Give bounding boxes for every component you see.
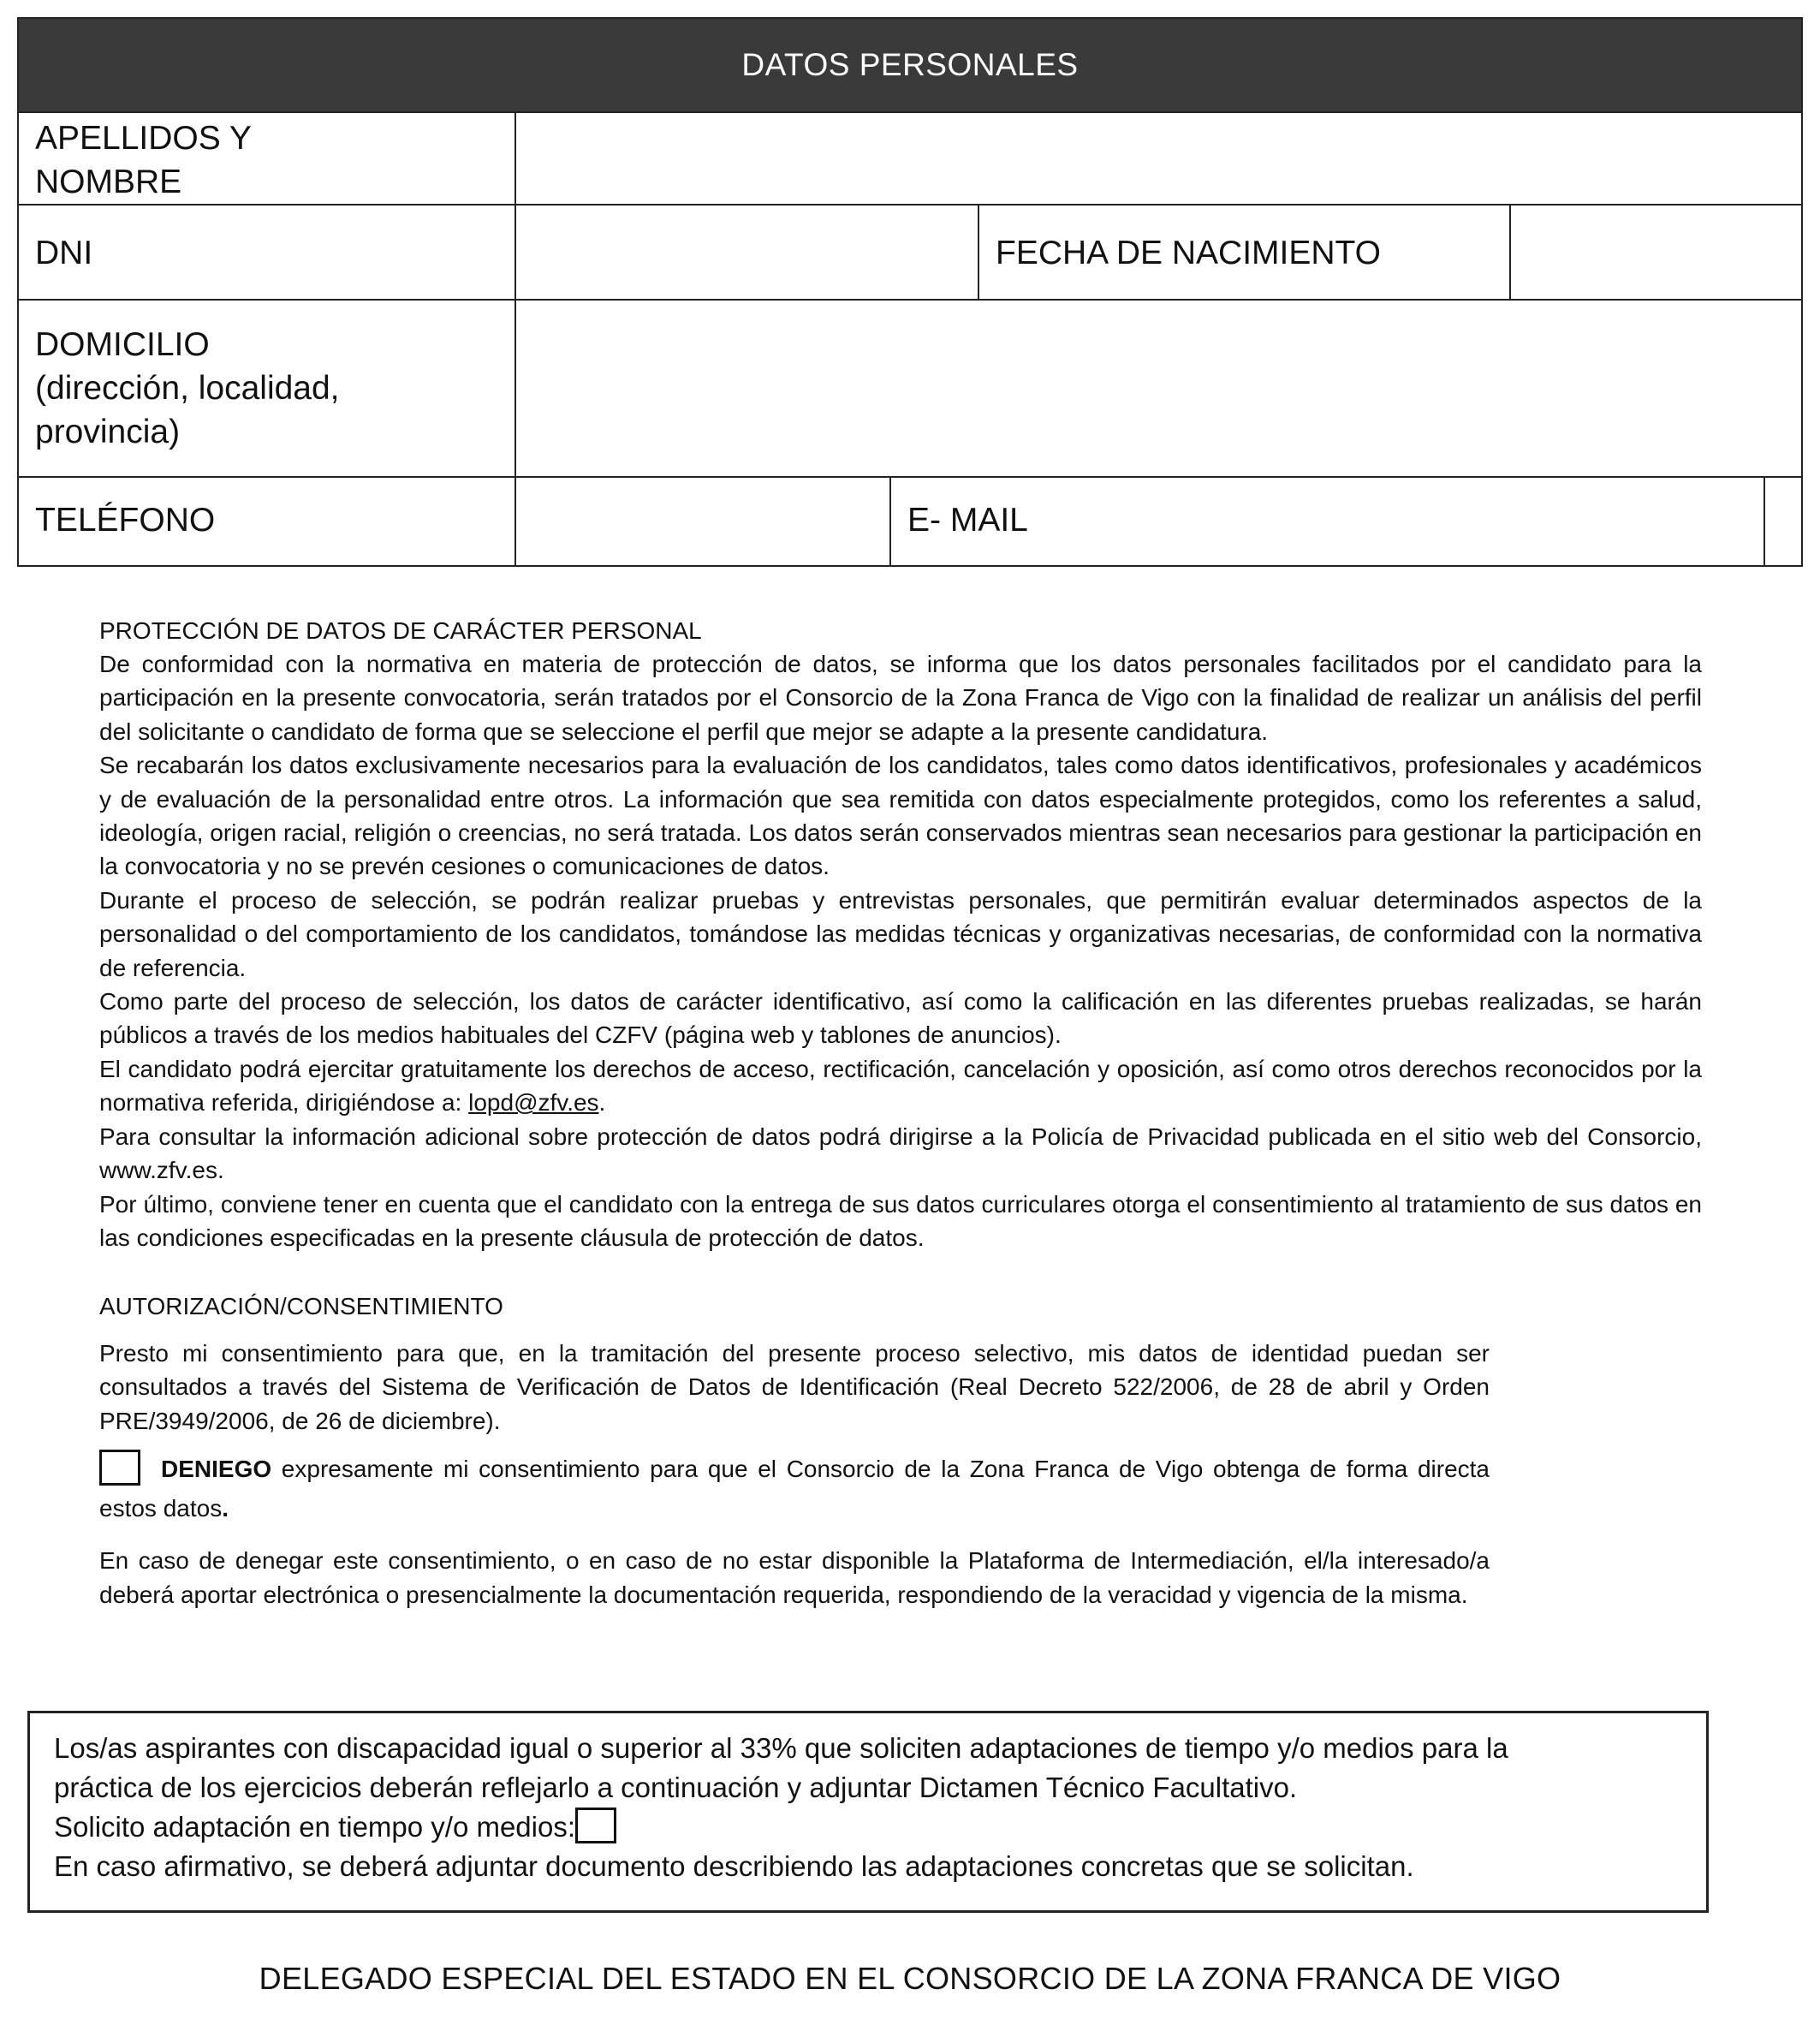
consent-paragraph: En caso de denegar este consentimiento, o en caso de no estar disponible la Plataforma de Intermediación, el/la interesado/a deberá aportar electrónica o presencialmente la documentación requerida, respondiendo de la veracidad y vigencia de la misma.: [99, 1547, 1490, 1608]
phone-label: TELÉFONO: [35, 502, 216, 539]
data-protection-paragraph: Para consultar la información adicional sobre protección de datos podrá dirigirse a la Policía de Privacidad publicada en el sitio web del Consorcio, www.zfv.es.: [99, 1123, 1702, 1184]
notice-line: En caso afirmativo, se deberá adjuntar documento describiendo las adaptaciones concretas que se solicitan.: [54, 1850, 1414, 1882]
notice-line: práctica de los ejercicios deberán reflejarlo a continuación y adjuntar Dictamen Técnico Facultativo.: [54, 1772, 1298, 1803]
data-protection-paragraph: Como parte del proceso de selección, los datos de carácter identificativo, así como la calificación en las diferentes pruebas realizadas, se harán públicos a través de los medios habituales del CZFV (página web y tablones de anuncios).: [99, 988, 1702, 1049]
consent-paragraph: Presto mi consentimiento para que, en la tramitación del presente proceso selectivo, mis datos de identidad puedan ser consultados a través del Sistema de Verificación de Datos de Identificación (Real Decreto 522/2006, de 28 de abril y Orden PRE/3949/2006, de 26 de diciembre).: [99, 1340, 1490, 1434]
dni-field[interactable]: [516, 205, 978, 299]
column-divider: [889, 476, 891, 567]
table-header: DATOS PERSONALES: [17, 17, 1803, 113]
column-divider: [978, 204, 979, 301]
address-label: DOMICILIO (dirección, localidad, provincia): [35, 326, 340, 450]
deny-consent-paragraph: DENIEGO expresamente mi consentimiento para que el Consorcio de la Zona Franca de Vigo obtenga de forma directa estos datos.: [99, 1450, 1490, 1528]
notice-line: Solicito adaptación en tiempo y/o medios:: [54, 1808, 1682, 1847]
data-protection-paragraph: Durante el proceso de selección, se podrán realizar pruebas y entrevistas personales, que permitirán evaluar determinados aspectos de la personalidad o del comportamiento de los candidatos, tomándose las medidas técnicas y organizativas necesarias, de conformidad con la normativa de referencia.: [99, 886, 1702, 981]
personal-data-table: [17, 17, 1803, 567]
birthdate-label: FECHA DE NACIMIENTO: [996, 235, 1382, 271]
address-field[interactable]: [516, 301, 1801, 476]
data-protection-paragraph: Se recabarán los datos exclusivamente necesarios para la evaluación de los candidatos, tales como datos identificativos, profesionales y académicos y de evaluación de la personalidad entre otros. La información que sea remitida con datos especialmente protegidos, como los referentes a salud, ideología, origen racial, religión o creencias, no será tratada. Los datos serán conservados mientras sean necesarios para gestionar la participación en la convocatoria y no se prevén cesiones o comunicaciones de datos.: [99, 752, 1702, 880]
data-protection-paragraph: Por último, conviene tener en cuenta que el candidato con la entrega de sus datos curriculares otorga el consentimiento al tratamiento de sus datos en las condiciones especificadas en la presente cláusula de protección de datos.: [99, 1190, 1702, 1251]
table-border-right: [1801, 17, 1803, 567]
name-field[interactable]: [516, 115, 1801, 204]
adaptation-request-checkbox[interactable]: [575, 1808, 616, 1843]
phone-field[interactable]: [516, 478, 889, 565]
table-border-left: [17, 17, 19, 567]
data-protection-paragraph: De conformidad con la normativa en materia de protección de datos, se informa que los datos personales facilitados por el candidato para la participación en la presente convocatoria, serán tratados por el Consorcio de la Zona Franca de Vigo con la finalidad de realizar un análisis del perfil del solicitante o candidato de forma que se seleccione el perfil que mejor se adapte a la presente candidatura.: [99, 651, 1702, 745]
notice-line: Los/as aspirantes con discapacidad igual o superior al 33% que soliciten adaptaciones de tiempo y/o medios para la: [54, 1732, 1508, 1764]
row-divider: [17, 476, 1803, 478]
table-border-bottom: [17, 565, 1803, 567]
footer-recipient: DELEGADO ESPECIAL DEL ESTADO EN EL CONSORCIO DE LA ZONA FRANCA DE VIGO: [259, 1961, 1561, 1996]
email-field[interactable]: [1765, 478, 1801, 565]
disability-notice-box: [27, 1711, 1709, 1913]
name-label: APELLIDOS Y NOMBRE: [35, 120, 252, 200]
consent-section: [99, 1289, 1490, 1611]
email-label: E- MAIL: [907, 502, 1028, 539]
dni-label: DNI: [35, 235, 93, 271]
data-protection-heading: PROTECCIÓN DE DATOS DE CARÁCTER PERSONAL: [99, 617, 702, 644]
birthdate-field[interactable]: [1511, 205, 1801, 299]
deny-consent-checkbox[interactable]: [99, 1450, 140, 1486]
data-protection-paragraph: El candidato podrá ejercitar gratuitamente los derechos de acceso, rectificación, cancelación y oposición, así como otros derechos reconocidos por la normativa referida, dirigiéndose a: lopd@zfv.es.: [99, 1055, 1702, 1117]
data-protection-section: [99, 614, 1702, 1254]
privacy-email-link[interactable]: lopd@zfv.es: [468, 1089, 599, 1117]
consent-heading: AUTORIZACIÓN/CONSENTIMIENTO: [99, 1293, 503, 1319]
